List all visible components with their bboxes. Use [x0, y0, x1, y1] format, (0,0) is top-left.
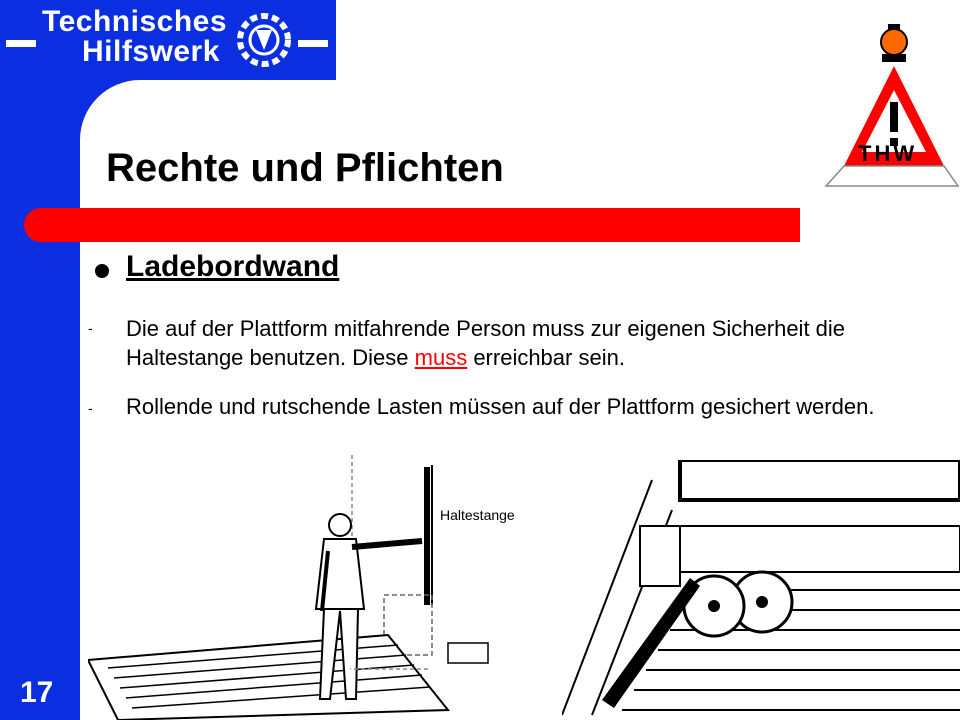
page-number: 17: [20, 676, 54, 709]
dash-marker-2: -: [88, 400, 93, 416]
point-1-text: Die auf der Plattform mitfahrende Person muss zur eigenen Sicherheit die Haltestange benutzen. Diese: [126, 316, 846, 370]
roll-container-illustration: [562, 460, 960, 720]
dash-marker-1: -: [88, 320, 93, 336]
logo-bar-right: [298, 40, 328, 47]
point-1-text-end: erreichbar sein.: [467, 345, 625, 370]
title-divider: [24, 208, 800, 242]
sidebar: [0, 0, 80, 720]
gear-emblem-icon: [236, 8, 292, 72]
handrail-label: Haltestange: [440, 507, 515, 523]
logo-line2: Hilfswerk: [82, 35, 220, 68]
logo-line1: Technisches: [42, 5, 228, 38]
slide-title: Rechte und Pflichten: [106, 146, 504, 190]
point-1-highlight: muss: [414, 345, 468, 370]
sign-label: THW: [858, 141, 918, 166]
bullet-icon: [95, 264, 109, 278]
point-2: Rollende und rutschende Lasten müssen auf der Plattform gesichert werden.: [126, 394, 875, 419]
point-1: [126, 314, 946, 372]
tail-lift-person-illustration: [88, 455, 568, 720]
logo-bar-left: [6, 40, 36, 47]
section-heading: Ladebordwand: [126, 250, 340, 283]
